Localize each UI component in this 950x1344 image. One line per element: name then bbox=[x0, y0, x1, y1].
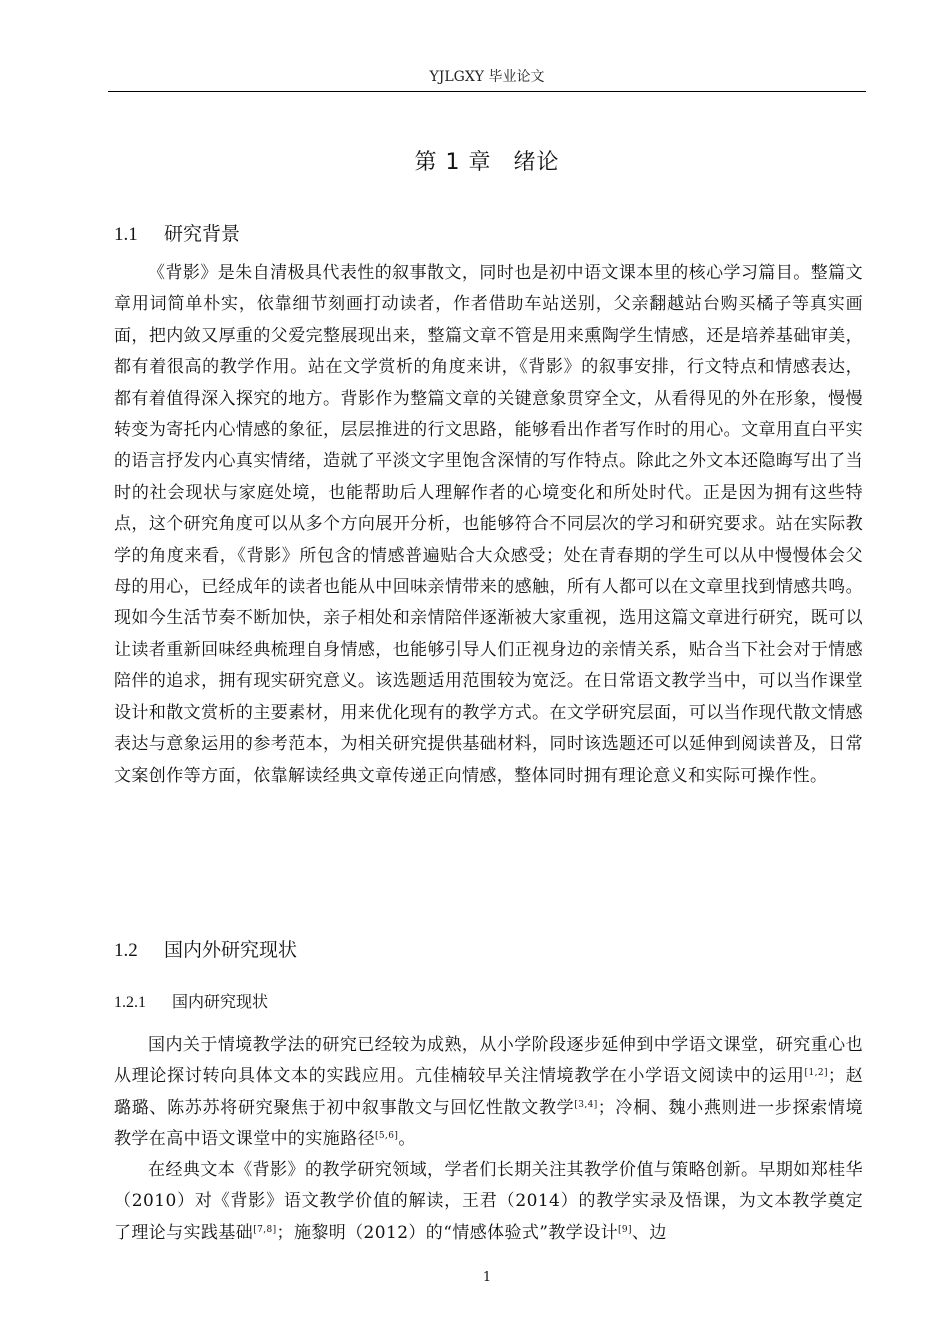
paragraph-text: 、边 bbox=[631, 1222, 667, 1243]
paragraph-text: ；冷桐、魏小燕则进一步探索情境教学在高中语文课堂中的实施路径 bbox=[114, 1097, 864, 1150]
chapter-title bbox=[108, 147, 866, 179]
section-heading-1-2 bbox=[114, 936, 297, 965]
section-heading-1-1 bbox=[114, 220, 240, 249]
paragraph-research-background: 《背影》是朱自清极具代表性的叙事散文，同时也是初中语文课本里的核心学习篇目。整篇文章用词简单朴实，依靠细节刻画打动读者，作者借助车站送别，父亲翻越站台购买橘子等真实画面，把内敛又厚重的父爱完整展现出来，整篇文章不管是用来熏陶学生情感，还是培养基础审美，都有着很高的教学作用。站在文学赏析的角度来讲，《背影》的叙事安排，行文特点和情感表达，都有着值得深入探究的地方。背影作为整篇文章的关键意象贯穿全文，从看得见的外在形象，慢慢转变为寄托内心情感的象征，层层推进的行文思路，能够看出作者写作时的用心。文章用直白平实的语言抒发内心真实情绪，造就了平淡文字里饱含深情的写作特点。除此之外文本还隐晦写出了当时的社会现状与家庭处境，也能帮助后人理解作者的心境变化和所处时代。正是因为拥有这些特点，这个研究角度可以从多个方向展开分析，也能够符合不同层次的学习和研究要求。站在实际教学的角度来看，《背影》所包含的情感普遍贴合大众感受；处在青春期的学生可以从中慢慢体会父母的用心，已经成年的读者也能从中回味亲情带来的感触，所有人都可以在文章里找到情感共鸣。现如今生活节奏不断加快，亲子相处和亲情陪伴逐渐被大家重视，选用这篇文章进行研究，既可以让读者重新回味经典梳理自身情感，也能够引导人们正视身边的亲情关系，贴合当下社会对于情感陪伴的追求，拥有现实研究意义。该选题适用范围较为宽泛。在日常语文教学当中，可以当作课堂设计和散文赏析的主要素材，用来优化现有的教学方式。在文学研究层面，可以当作现代散文情感表达与意象运用的参考范本，为相关研究提供基础材料，同时该选题还可以延伸到阅读普及，日常文案创作等方面，依靠解读经典文章传递正向情感，整体同时拥有理论意义和实际可操作性。 bbox=[114, 263, 863, 786]
paragraph-text: ；施黎明（2012）的“情感体验式”教学设计 bbox=[276, 1222, 618, 1243]
chapter-name: 绪论 bbox=[513, 150, 560, 175]
citation-ref[interactable]: [3,4] bbox=[574, 1099, 598, 1110]
paragraph-text: 在经典文本《背影》的教学研究领域，学者们长期关注其教学价值与策略创新。早期如郑桂华（2010）对《背影》语文教学价值的解读，王君（2014）的教学实录及悟课，为文本教学奠定了理论与实践基础 bbox=[114, 1160, 863, 1243]
subsection-title: 国内研究现状 bbox=[172, 992, 269, 1011]
paragraph-domestic-research-1 bbox=[114, 1030, 863, 1156]
citation-ref[interactable]: [5,6] bbox=[375, 1131, 399, 1142]
section-title: 研究背景 bbox=[164, 223, 241, 245]
section-number: 1.2 bbox=[114, 940, 138, 961]
paragraph-text: 。 bbox=[398, 1129, 416, 1150]
section-title: 国内外研究现状 bbox=[164, 939, 298, 961]
page-number: 1 bbox=[482, 1270, 492, 1285]
paragraph-text: ；赵璐璐、陈苏苏将研究聚焦于初中叙事散文与回忆性散文教学 bbox=[114, 1066, 863, 1118]
citation-ref[interactable]: [7,8] bbox=[253, 1224, 277, 1235]
paragraph-text: 国内关于情境教学法的研究已经较为成熟，从小学阶段逐步延伸到中学语文课堂，研究重心也从理论探讨转向具体文本的实践应用。亢佳楠较早关注情境教学在小学语文阅读中的运用 bbox=[114, 1035, 863, 1087]
citation-ref[interactable]: [1,2] bbox=[804, 1068, 828, 1079]
running-header: YJLGXY 毕业论文 bbox=[429, 69, 545, 85]
subsection-heading-1-2-1 bbox=[114, 990, 268, 1015]
subsection-number: 1.2.1 bbox=[114, 994, 146, 1011]
chapter-number: 第 1 章 bbox=[414, 150, 492, 175]
citation-ref[interactable]: [9] bbox=[618, 1224, 632, 1235]
section-number: 1.1 bbox=[114, 224, 138, 245]
header-rule bbox=[108, 91, 866, 92]
paragraph-domestic-research-2 bbox=[114, 1155, 863, 1249]
